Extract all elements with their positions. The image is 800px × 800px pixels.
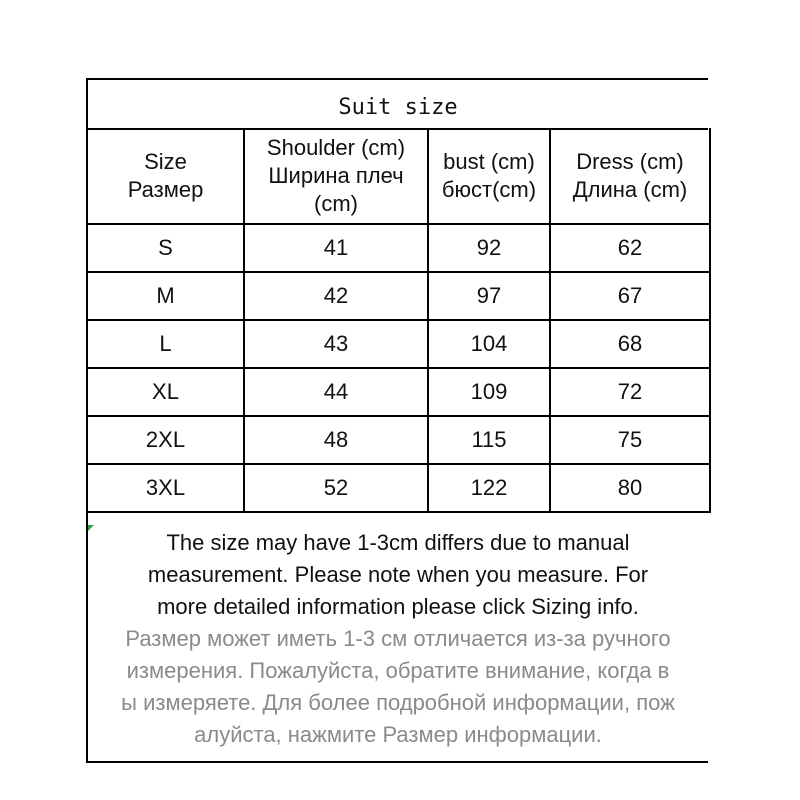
cell-dress: 75	[550, 416, 710, 464]
table-row	[88, 224, 710, 272]
cell-size: XL	[88, 368, 244, 416]
cell-size: L	[88, 320, 244, 368]
chart-title: Suit size	[88, 80, 708, 130]
cell-dress: 80	[550, 464, 710, 512]
cell-shoulder: 41	[244, 224, 428, 272]
cell-size: S	[88, 224, 244, 272]
cell-dress: 72	[550, 368, 710, 416]
note-russian: Размер может иметь 1-3 см отличается из-за ручного измерения. Пожалуйста, обратите внимание, когда в ы измеряете. Для более подробной информации, пож алуйста, нажмите Размер информации.	[121, 626, 675, 747]
cell-size: 3XL	[88, 464, 244, 512]
cell-bust: 97	[428, 272, 550, 320]
cell-bust: 92	[428, 224, 550, 272]
cell-dress: 67	[550, 272, 710, 320]
cell-bust: 122	[428, 464, 550, 512]
cell-bust: 104	[428, 320, 550, 368]
cell-dress: 62	[550, 224, 710, 272]
table-row	[88, 464, 710, 512]
cell-size: 2XL	[88, 416, 244, 464]
table-row	[88, 272, 710, 320]
table-row	[88, 368, 710, 416]
table-row	[88, 416, 710, 464]
note-english: The size may have 1-3cm differs due to manual measurement. Please note when you measure. For more detailed information please click Sizing info.	[147, 530, 649, 619]
cell-shoulder: 48	[244, 416, 428, 464]
table-row	[88, 320, 710, 368]
header-dress: Dress (cm) Длина (cm)	[550, 128, 710, 224]
header-size: Size Размер	[88, 128, 244, 224]
cell-bust: 109	[428, 368, 550, 416]
measurement-note	[88, 527, 708, 751]
header-shoulder: Shoulder (cm) Ширина плеч (cm)	[244, 128, 428, 224]
cell-bust: 115	[428, 416, 550, 464]
cell-shoulder: 52	[244, 464, 428, 512]
header-bust: bust (cm) бюст(cm)	[428, 128, 550, 224]
cell-dress: 68	[550, 320, 710, 368]
size-chart-frame	[86, 78, 708, 763]
table-header-row	[88, 128, 710, 224]
cell-shoulder: 44	[244, 368, 428, 416]
cell-size: M	[88, 272, 244, 320]
size-table	[88, 128, 711, 513]
cell-shoulder: 42	[244, 272, 428, 320]
cell-shoulder: 43	[244, 320, 428, 368]
